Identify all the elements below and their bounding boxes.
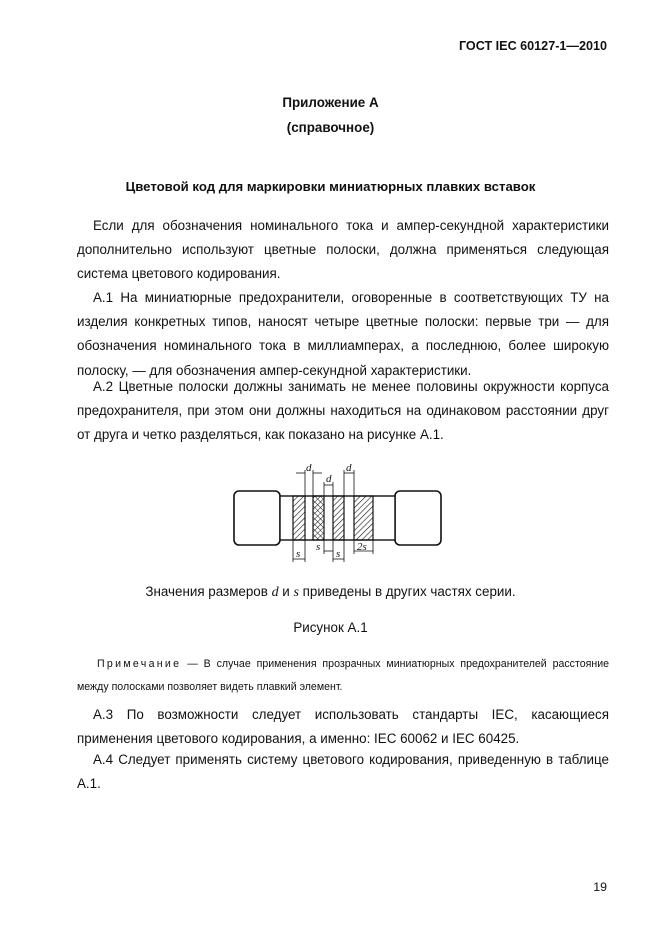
clause-a3-paragraph: А.3 По возможности следует использовать стандарты IEC, касающиеся применения цветового кодирования, а именно: IEC 60062 и IEC 60425. <box>77 707 609 747</box>
dim-s-center: s <box>316 541 321 553</box>
clause-a2-paragraph: А.2 Цветные полоски должны занимать не менее половины окружности корпуса предохранителя, при этом они должны находиться на одинаковом расстоянии друг от друга и четко разделяться, как показано на рисунке А.1. <box>77 379 609 443</box>
note-paragraph <box>77 653 609 698</box>
band-3 <box>333 496 344 540</box>
document-header: ГОСТ IEC 60127-1—2010 <box>458 39 607 53</box>
dim-s-right: s <box>336 548 341 560</box>
right-end-cap <box>395 491 441 545</box>
section-title: Цветовой код для маркировки миниатюрных плавких вставок <box>125 179 536 194</box>
note-text: — В случае применения прозрачных миниатюрных предохранителей расстояние между полосками позволяет видеть плавкий элемент. <box>77 658 609 693</box>
band-2 <box>313 496 324 540</box>
band-1 <box>293 496 305 540</box>
dim-2s: 2s <box>357 541 367 553</box>
fuse-band-diagram <box>230 462 445 572</box>
clause-a4-paragraph: А.4 Следует применять систему цветового кодирования, приведенную в таблице А.1. <box>77 752 609 792</box>
note-label: Примечание <box>97 658 182 670</box>
clause-a1-paragraph: А.1 На миниатюрные предохранители, оговоренные в соответствующих ТУ на изделия конкретных типов, наносят четыре цветные полоски: первые три — для обозначения номинального тока в миллиамперах, а последнюю, более широкую полоску, — для обозначения ампер-секундной характеристики. <box>77 290 609 378</box>
figure-caption: Значения размеров d и s приведены в других частях серии. <box>145 584 516 600</box>
figure-label: Рисунок А.1 <box>293 620 368 635</box>
dim-d-top-right: d <box>346 462 352 474</box>
intro-paragraph: Если для обозначения номинального тока и ампер-секундной характеристики дополнительно используют цветные полоски, должна применяться следующая система цветового кодирования. <box>77 218 609 282</box>
dim-d-top-left: d <box>306 462 312 474</box>
left-end-cap <box>234 491 280 545</box>
dim-s-left: s <box>296 548 301 560</box>
annex-subtitle: (справочное) <box>286 120 375 135</box>
dim-d-middle: d <box>326 473 332 485</box>
page-number: 19 <box>593 880 607 894</box>
band-4-wide <box>354 496 373 540</box>
annex-title: Приложение А <box>282 95 379 110</box>
